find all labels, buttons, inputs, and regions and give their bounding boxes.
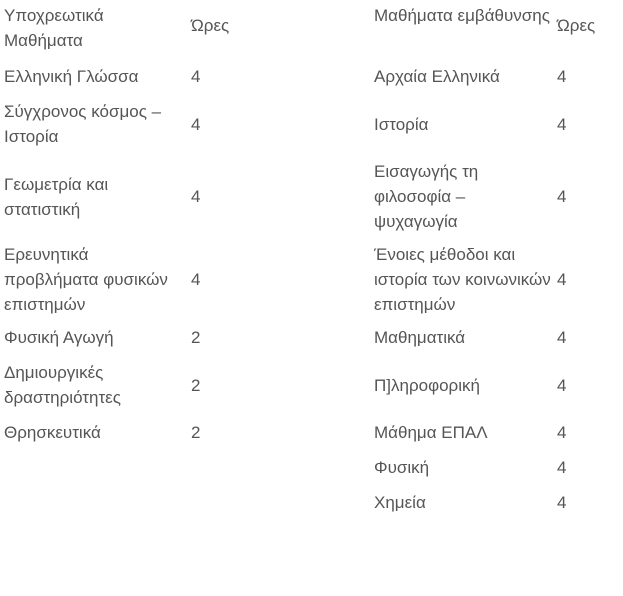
elective-subject: Π]ληροφορική <box>374 375 480 395</box>
elective-subject: Αρχαία Ελληνικά <box>374 67 500 86</box>
elective-subject: Ιστορία <box>374 114 429 134</box>
table-row <box>0 154 623 239</box>
table-row <box>0 320 623 355</box>
table-row <box>0 239 623 320</box>
elective-hours: 4 <box>557 270 567 289</box>
table-header-row <box>0 0 623 59</box>
header-elective-hours: Ώρες <box>557 16 596 35</box>
table-row <box>0 355 623 415</box>
elective-hours: 4 <box>557 187 567 206</box>
elective-subject: Μάθημα ΕΠΑΛ <box>374 423 488 442</box>
table-row <box>0 59 623 94</box>
compulsory-hours: 2 <box>191 328 201 347</box>
elective-subject: Μαθηματικά <box>374 328 466 347</box>
elective-subject: Εισαγωγής τη φιλοσοφία – ψυχαγωγία <box>374 162 479 231</box>
table-row <box>0 415 623 450</box>
elective-hours: 4 <box>557 375 567 395</box>
table-row <box>0 94 623 154</box>
compulsory-hours: 4 <box>191 67 201 86</box>
elective-hours: 4 <box>557 67 567 86</box>
compulsory-subject: Θρησκευτικά <box>4 423 101 442</box>
compulsory-hours: 4 <box>191 270 201 289</box>
compulsory-hours: 4 <box>191 187 201 206</box>
elective-hours: 4 <box>557 493 567 512</box>
compulsory-subject <box>0 450 187 485</box>
compulsory-subject: Σύγχρονος κόσμος – Ιστορία <box>4 102 162 146</box>
compulsory-subject <box>0 485 187 520</box>
table-row <box>0 450 623 485</box>
compulsory-hours: 2 <box>191 375 201 395</box>
elective-hours: 4 <box>557 328 567 347</box>
compulsory-subject: Ελληνική Γλώσσα <box>4 67 139 86</box>
header-compulsory-subjects: Υποχρεωτικά Μαθήματα <box>4 6 104 50</box>
elective-hours: 4 <box>557 423 567 442</box>
compulsory-hours: 4 <box>191 114 201 134</box>
elective-subject: Φυσική <box>374 458 430 477</box>
table-row <box>0 485 623 520</box>
header-compulsory-hours: Ώρες <box>191 16 230 35</box>
elective-subject: Χημεία <box>374 493 426 512</box>
compulsory-subject: Δημιουργικές δραστηριότητες <box>4 363 121 407</box>
compulsory-hours: 2 <box>191 423 201 442</box>
compulsory-subject: Φυσική Αγωγή <box>4 328 114 347</box>
elective-hours: 4 <box>557 114 567 134</box>
compulsory-subject: Γεωμετρία και στατιστική <box>4 174 109 219</box>
compulsory-hours <box>187 450 370 485</box>
elective-subject: Ένοιες μέθοδοι και ιστορία των κοινωνικών επιστημών <box>374 245 551 314</box>
compulsory-hours <box>187 485 370 520</box>
elective-hours: 4 <box>557 458 567 477</box>
header-elective-subjects: Μαθήματα εμβάθυνσης <box>374 6 550 25</box>
compulsory-subject: Ερευνητικά προβλήματα φυσικών επιστημών <box>4 245 168 314</box>
